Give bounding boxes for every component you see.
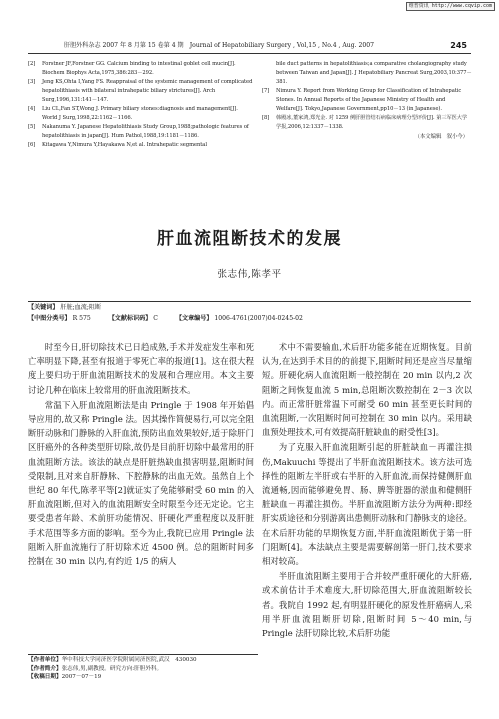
document-code-label: 【文献标识码】 [108, 315, 152, 322]
body-left-column [28, 340, 254, 569]
body-paragraph: 术中不需要输血,术后肝功能多能在近期恢复。目前认为,在达到手术目的的前提下,阻断时间还是应当尽量缩短。肝硬化病人血流阻断一般控制在 20 min 以内,2 次阻断之间恢复血流 5 min,总阻断次数控制在 2－3 次以内。而正常肝脏常温下可耐受 60 min 甚至更长时间的血流阻断,一次阻断时间可控制在 30 min 以内。采用缺血预处理技术,可有效提高肝脏缺血的耐受性[3]。 [262, 342, 472, 438]
references-left-column [28, 60, 253, 150]
classification-line [28, 313, 471, 324]
article-id-value: 1006-4761(2007)04-0245-02 [214, 315, 303, 322]
footnote-item [28, 656, 263, 665]
footnote-label: 【收稿日期】 [28, 674, 62, 681]
footnote-item [28, 673, 263, 682]
keywords-value: 肝脏;血流;阻断 [60, 304, 102, 311]
reference-item [28, 78, 253, 105]
keywords-label: 【关键词】 [28, 304, 59, 311]
reference-item [262, 87, 472, 114]
reference-number: [5] [28, 124, 36, 130]
reference-text: 韩殿冰,董家鸿,郑光金. 对 1259 例肝胆管结石病临床病理分型评价[J]. 第三军医大学学报,2006,12:1337－1338. [276, 115, 468, 130]
keywords-line [28, 302, 471, 313]
watermark-stamp: 维普资讯 http://www.cqvip.com [406, 2, 495, 11]
classification-value: R 575 [72, 315, 91, 322]
footnotes [28, 656, 263, 682]
header-divider [28, 53, 471, 54]
reference-item [28, 105, 253, 123]
footnote-label: 【作者单位】 [28, 657, 62, 663]
reference-number: [2] [28, 61, 36, 67]
reference-number: [6] [28, 142, 36, 148]
reference-number [262, 60, 276, 87]
reference-item [28, 123, 253, 141]
reference-number: [7] [262, 88, 270, 94]
reference-number: [3] [28, 79, 36, 85]
reference-item [28, 141, 253, 150]
body-paragraph: 为了克服入肝血流阻断引起的肝脏缺血－再灌注损伤,Makuuchi 等提出了半肝血流阻断技术。该方法可选择性的阻断左半肝或右半肝的入肝血流,而保持健侧肝血流通畅,因而能够避免胃、肠、脾等脏器的淤血和健侧肝脏缺血－再灌注损伤。半肝血流阻断方法分为两种:即经肝实质途径和分别游离出患侧肝动脉和门静脉支的途径。在术后肝功能的早期恢复方面,半肝血流阻断优于第一肝门阻断[4]。本法缺点主要是需要解剖第一肝门,技术要求相对较高。 [262, 442, 472, 567]
body-paragraph: 时至今日,肝切除技术已日趋成熟,手术并发症发生率和死亡率明显下降,甚至有报道于零死亡率的报道[1]。这在很大程度上要归功于肝血流阻断技术的发展和合理应用。本文主要讨论几种在临床上较常用的肝血流阻断技术。 [28, 342, 254, 395]
reference-item [28, 60, 253, 78]
reference-item [262, 60, 472, 87]
footnote-text: 2007－07－19 [61, 674, 102, 681]
reference-text: Kitagawa Y,Nimura Y,Hayakawa N,et al. Intrahepatic segmental [42, 142, 207, 148]
reference-text: Forstner JF,Forstner GG. Calcium binding to intestinal goblet cell mucin[J]. Biochem Biophys Acta,1975,386:283－292. [42, 61, 236, 76]
reference-number: [8] [262, 115, 270, 121]
footnote-text: 张志伟,男,副教授。研究方向:肝胆外科。 [61, 665, 163, 672]
article-title: 肝血流阻断技术的发展 [157, 229, 342, 249]
editor-note: （本文编辑 叙小今） [414, 134, 468, 140]
document-code-value: C [153, 315, 158, 322]
reference-number: [4] [28, 106, 36, 112]
reference-text: bile duct patterns in hepatolithiasis;a comparative cholangiography study between Taiwan and Japan[J]. J Hepatobiliary Pancreat Surg,2003,10:377－381. [276, 61, 472, 85]
body-paragraph: 常温下入肝血流阻断法是由 Pringle 于 1908 年开始倡导应用的,故又称 Pringle 法。因其操作简便易行,可以完全阻断肝动脉和门静脉的入肝血流,预防出血效果较好,适于除肝门区肝癌外的各种类型肝切除,故仍是目前肝切除中最常用的肝血流阻断方法。该法的缺点是肝脏热缺血损害明显,阻断时间受限制,且对来自肝静脉、下腔静脉的出血无效。虽然自上个世纪 80 年代,陈孝平等[2]就证实了免能够耐受 60 min 的入肝血流阻断,但对入的血流阻断安全时限至今还无定论。它主要受患者年龄、术前肝功能情况、肝硬化严重程度以及肝脏手术范围等多方面的影响。至今为止,我院已应用 Pringle 法阻断入肝血流施行了肝切除术近 4500 例。总的阻断时间多控制在 30 min 以内,有约近 1/5 的病人 [28, 399, 254, 567]
reference-text: Nimura Y. Report from Working Group for Classification of Intrahepatic Stones. In Annual Reports of the Japanese Ministry of Health and Welfare[J]. Tokyo,Japanese Government,pp10－13 (in Japanese). [276, 88, 462, 112]
running-header-text: 肝胆外科杂志 2007 年 8 月第 15 卷第 4 期 Journal of Hepatobiliary Surgery , Vol,15 , No.4 , Aug. 2007 [64, 42, 375, 49]
body-right-column [262, 340, 472, 641]
classification-label: 【中图分类号】 [28, 315, 71, 322]
references-right-column [262, 60, 472, 142]
reference-text: Nakanuma Y. Japanese Hepatolithiasis Study Group,1988;pathologic features of hepatolithiasis in japan[J]. Hum Pathol,1988,19:1181－1186. [42, 124, 249, 139]
running-header [64, 40, 471, 51]
reference-text: Liu CL,Fan ST,Wong J. Primary biliary stones:diagnosis and management[J]. World J Surg,1998,22:1162－1166. [42, 106, 238, 121]
page-number: 245 [450, 41, 467, 50]
footnote-text: 华中科技大学同济医学院附属同济医院,武汉 430030 [61, 657, 197, 663]
article-authors: 张志伟,陈孝平 [217, 269, 282, 280]
reference-text: Jeng KS,Ohta I,Yang FS. Reappraisal of the systemic management of complicated hepatolithiasis with bilateral intrahepatic biliary strictures[J]. Arch Surg,1996,131:141－147. [42, 79, 253, 103]
article-id-label: 【文章编号】 [175, 315, 213, 322]
footnote-item [28, 665, 263, 674]
reference-item [262, 114, 472, 132]
footnote-divider [28, 654, 258, 655]
footnote-label: 【作者简介】 [28, 665, 62, 672]
body-paragraph: 半肝血流阻断主要用于合并较严重肝硬化的大肝癌,或术前估计手术难度大,肝切除范围大,肝血流阻断较长者。我院自 1992 起,有明显肝硬化的原发性肝癌病人,采用半肝血流阻断肝切除,阻断时间 5～40 min,与 Pringle 法肝切除比较,术后肝功能 [262, 571, 472, 639]
